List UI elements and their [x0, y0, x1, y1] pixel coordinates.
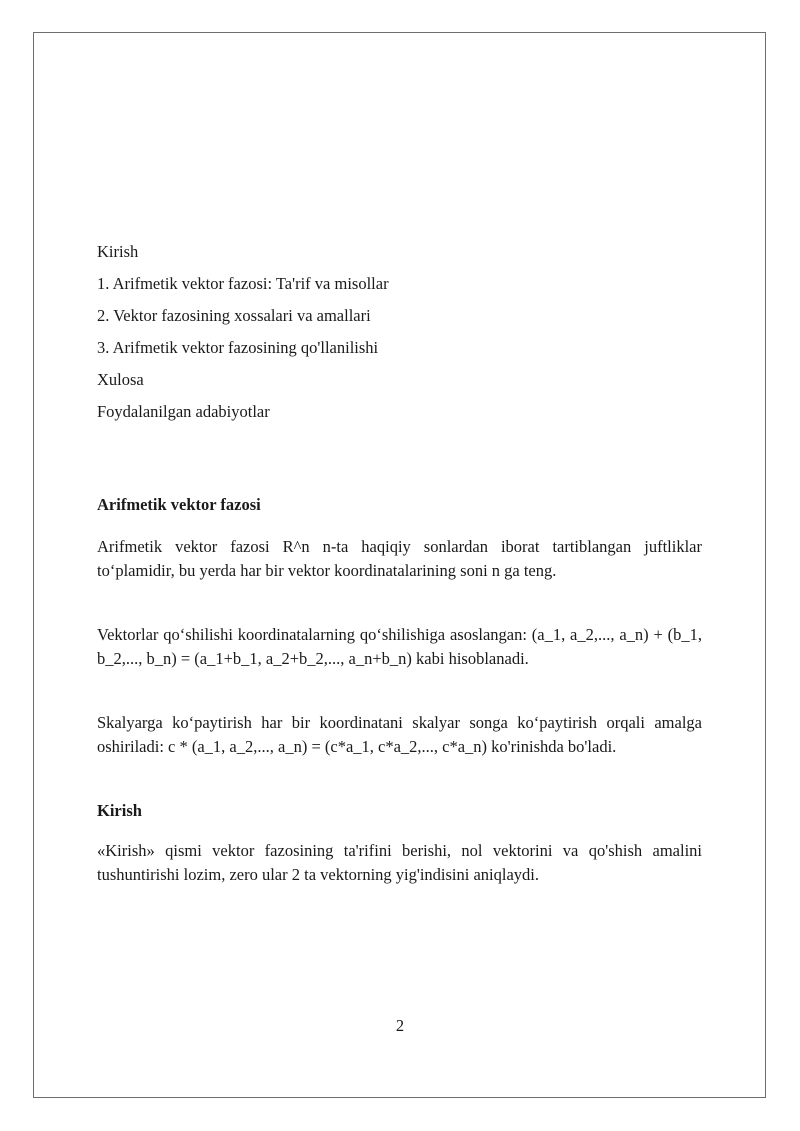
toc-item[interactable]: Kirish: [97, 242, 139, 261]
section-heading: Arifmetik vektor fazosi: [97, 495, 261, 514]
page-number: 2: [395, 1016, 405, 1035]
section-heading: Kirish: [97, 801, 142, 820]
toc-item[interactable]: 3. Arifmetik vektor fazosining qo'llanilishi: [97, 338, 379, 357]
toc-item[interactable]: Xulosa: [97, 370, 144, 389]
paragraph: «Kirish» qismi vektor fazosining ta'rifini berishi, nol vektorini va qo'shish amalini tushuntirishi lozim, zero ular 2 ta vektorning yig'indisini aniqlaydi.: [97, 841, 702, 884]
paragraph: Vektorlar qo‘shilishi koordinatalarning qo‘shilishiga asoslangan: (a_1, a_2,..., a_n) + (b_1, b_2,..., b_n) = (a_1+b_1, a_2+b_2,..., a_n+b_n) kabi hisoblanadi.: [97, 625, 702, 668]
toc-item[interactable]: 2. Vektor fazosining xossalari va amallari: [97, 306, 371, 325]
paragraph: Arifmetik vektor fazosi R^n n-ta haqiqiy sonlardan iborat tartiblangan juftliklar to‘plamidir, bu yerda har bir vektor koordinatalarining soni n ga teng.: [97, 537, 702, 580]
document-body: [97, 240, 702, 887]
table-of-contents: [97, 240, 702, 424]
toc-item[interactable]: Foydalanilgan adabiyotlar: [97, 402, 270, 421]
toc-item[interactable]: 1. Arifmetik vektor fazosi: Ta'rif va misollar: [97, 274, 389, 293]
paragraph: Skalyarga ko‘paytirish har bir koordinatani skalyar songa ko‘paytirish orqali amalga oshiriladi: c * (a_1, a_2,..., a_n) = (c*a_1, c*a_2,..., c*a_n) ko'rinishda bo'ladi.: [97, 713, 702, 756]
